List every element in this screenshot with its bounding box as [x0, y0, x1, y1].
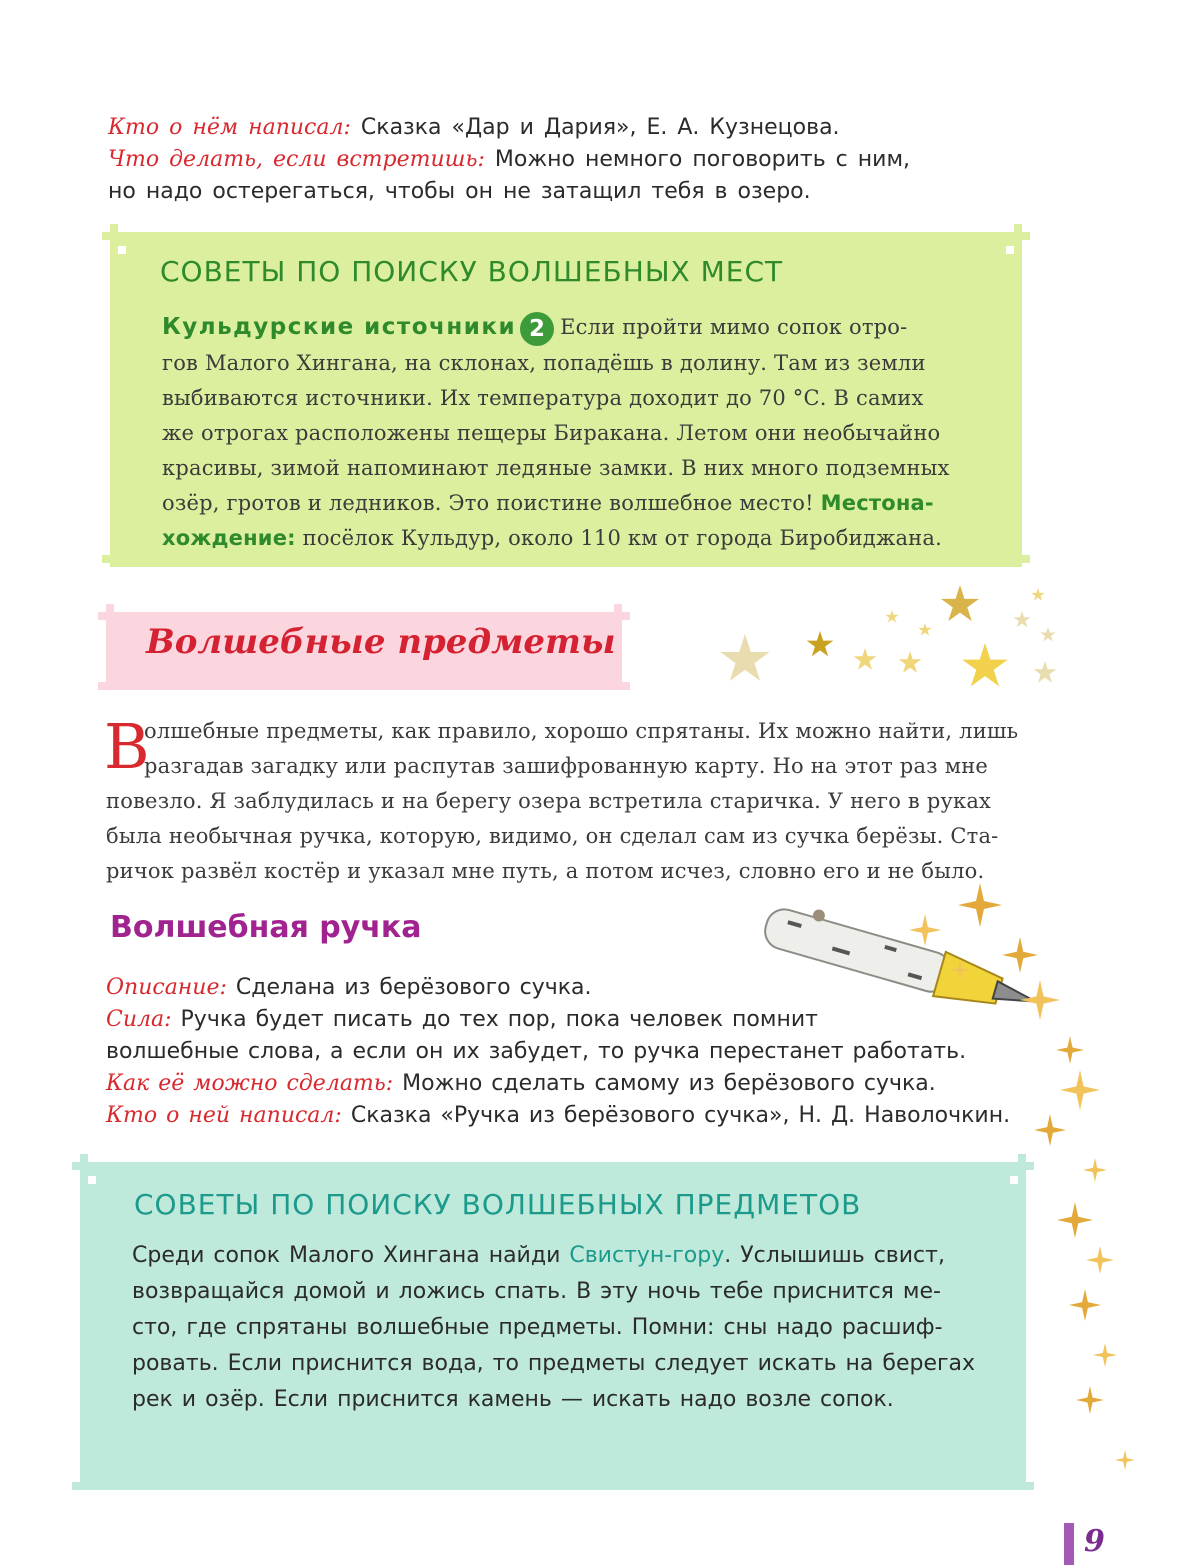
pen-make-line	[106, 1068, 1046, 1100]
star-icon	[807, 631, 834, 656]
page-number-bar	[1064, 1523, 1074, 1565]
sparkle-icon	[1086, 1246, 1114, 1274]
pixel-corner-decoration	[614, 604, 622, 612]
intro-todo-line	[108, 144, 928, 176]
places-tips-line: гов Малого Хингана, на склонах, попадёшь в долину. Там из земли	[162, 350, 926, 375]
pen-power-line	[106, 1004, 1046, 1036]
intro-author-line	[108, 112, 928, 144]
places-tips-line: красивы, зимой напоминают ледяные замки. В них много подземных	[162, 455, 950, 480]
pen-make-text: Можно сделать самому из берёзового сучка.	[393, 1071, 936, 1096]
intro-todo-line-2: но надо остерегаться, чтобы он не затащил тебя в озеро.	[108, 179, 811, 204]
sparkle-icon	[1076, 1386, 1104, 1414]
places-line-7-rest: посёлок Кульдур, около 110 км от города Биробиджана.	[295, 525, 942, 550]
pixel-corner-decoration	[102, 555, 110, 563]
pixel-corner-decoration	[118, 246, 126, 254]
pen-author-text: Сказка «Ручка из берёзового сучка», Н. Д. Наволочкин.	[341, 1103, 1011, 1128]
star-icon	[854, 648, 877, 670]
places-tips-title: СОВЕТЫ ПО ПОИСКУ ВОЛШЕБНЫХ МЕСТ	[160, 255, 784, 288]
pen-power-line-2: волшебные слова, а если он их забудет, то ручка перестанет работать.	[106, 1039, 967, 1064]
pixel-corner-decoration	[106, 604, 114, 612]
pen-description	[106, 972, 1046, 1132]
star-icon	[1040, 627, 1055, 641]
pixel-corner-decoration	[80, 1154, 88, 1162]
sparkle-icon	[1083, 1158, 1107, 1182]
paragraph-line: повезло. Я заблудилась и на берегу озера встретила старичка. У него в руках	[106, 789, 992, 813]
pixel-corner-decoration	[1010, 1176, 1018, 1184]
sparkle-icon	[1057, 1202, 1093, 1238]
pixel-corner-decoration	[88, 1176, 96, 1184]
pixel-corner-decoration	[1026, 1482, 1034, 1490]
places-line-1-rest: Если пройти мимо сопок отро-	[560, 315, 908, 339]
pixel-corner-decoration	[622, 612, 630, 620]
items-line-1-start: Среди сопок Малого Хингана найди	[132, 1243, 570, 1268]
svistun-gora-name: Свистун-гору	[569, 1243, 725, 1268]
section-title: Волшебные предметы	[146, 622, 616, 662]
pen-title: Волшебная ручка	[110, 910, 422, 945]
pixel-corner-decoration	[622, 682, 630, 690]
star-icon	[720, 634, 769, 681]
items-tips-line: сто, где спрятаны волшебные предметы. Помни: сны надо расшиф-	[132, 1315, 943, 1340]
location-label-part-1: Местона-	[820, 490, 934, 515]
places-tips-line: выбиваются источники. Их температура доходит до 70 °С. В самих	[162, 385, 924, 410]
sparkle-icon	[1060, 1070, 1100, 1110]
pixel-corner-decoration	[98, 612, 106, 620]
pen-author-line	[106, 1100, 1046, 1132]
paragraph-line: ричок развёл костёр и указал мне путь, а потом исчез, словно его и не было.	[106, 859, 985, 883]
pixel-corner-decoration	[72, 1482, 80, 1490]
items-line-1-end: . Услышишь свист,	[724, 1243, 945, 1268]
page-number: 9	[1084, 1524, 1105, 1559]
star-icon	[941, 585, 979, 621]
items-tips-line: рек и озёр. Если приснится камень — искать надо возле сопок.	[132, 1387, 894, 1412]
pixel-corner-decoration	[102, 232, 110, 240]
pixel-corner-decoration	[72, 1162, 80, 1170]
star-icon	[1031, 588, 1044, 601]
sparkle-icon	[1069, 1289, 1101, 1321]
pen-power-text: Ручка будет писать до тех пор, пока человек помнит	[171, 1007, 818, 1032]
intro-block	[108, 112, 928, 208]
pen-desc-label: Описание:	[106, 975, 227, 1000]
place-number-badge: 2	[520, 312, 554, 346]
pixel-corner-decoration	[110, 224, 118, 232]
pixel-corner-decoration	[1022, 555, 1030, 563]
sparkle-icon	[1056, 1036, 1084, 1064]
star-icon	[918, 623, 931, 636]
pixel-corner-decoration	[1026, 1162, 1034, 1170]
pen-make-label: Как её можно сделать:	[106, 1071, 394, 1096]
intro-todo-text: Можно немного поговорить с ним,	[484, 147, 911, 172]
star-icon	[899, 651, 922, 673]
star-icon	[1013, 611, 1030, 627]
pen-author-label: Кто о ней написал:	[106, 1103, 342, 1128]
pen-desc-line	[106, 972, 1046, 1004]
pixel-corner-decoration	[98, 682, 106, 690]
sparkle-icon	[1093, 1343, 1117, 1367]
star-icon	[962, 643, 1008, 686]
pen-power-label: Сила:	[106, 1007, 172, 1032]
places-tips-line	[162, 310, 982, 346]
star-icon	[1034, 661, 1057, 683]
pixel-corner-decoration	[1022, 232, 1030, 240]
sparkle-icon	[909, 914, 941, 946]
places-tips-line	[162, 521, 982, 556]
places-line-6-start: озёр, гротов и ледников. Это поистине волшебное место!	[162, 490, 814, 515]
places-tips-body	[162, 310, 982, 556]
paragraph-line: была необычная ручка, которую, видимо, он сделал сам из сучка берёзы. Ста-	[106, 824, 999, 848]
items-tips-body	[132, 1238, 1002, 1418]
pixel-corner-decoration	[1018, 1154, 1026, 1162]
places-tips-line	[162, 486, 982, 521]
intro-author-text: Сказка «Дар и Дария», Е. А. Кузнецова.	[350, 115, 840, 140]
stars-decoration	[700, 575, 1070, 705]
items-tips-title: СОВЕТЫ ПО ПОИСКУ ВОЛШЕБНЫХ ПРЕДМЕТОВ	[134, 1188, 862, 1221]
location-label-part-2: хождение:	[162, 525, 296, 550]
sparkle-icon	[1002, 937, 1038, 973]
drop-cap: В	[104, 710, 150, 783]
items-tips-line	[132, 1238, 1002, 1274]
intro-todo-label: Что делать, если встретишь:	[108, 147, 485, 172]
sparkle-icon	[1115, 1450, 1135, 1470]
pixel-corner-decoration	[1006, 246, 1014, 254]
items-tips-line: ровать. Если приснится вода, то предметы следует искать на берегах	[132, 1351, 976, 1376]
place-name: Кульдурские источники	[162, 314, 517, 340]
paragraph-line: разгадав загадку или распутав зашифрованную карту. Но на этот раз мне	[144, 754, 989, 778]
pixel-corner-decoration	[1014, 224, 1022, 232]
items-tips-line: возвращайся домой и ложись спать. В эту ночь тебе приснится ме-	[132, 1279, 941, 1304]
pen-desc-text: Сделана из берёзового сучка.	[226, 975, 592, 1000]
intro-author-label: Кто о нём написал:	[108, 115, 351, 140]
sparkle-icon	[958, 883, 1002, 927]
star-icon	[885, 610, 898, 623]
paragraph-line: олшебные предметы, как правило, хорошо спрятаны. Их можно найти, лишь	[144, 719, 1019, 743]
places-tips-line: же отрогах расположены пещеры Биракана. Летом они необычайно	[162, 420, 941, 445]
